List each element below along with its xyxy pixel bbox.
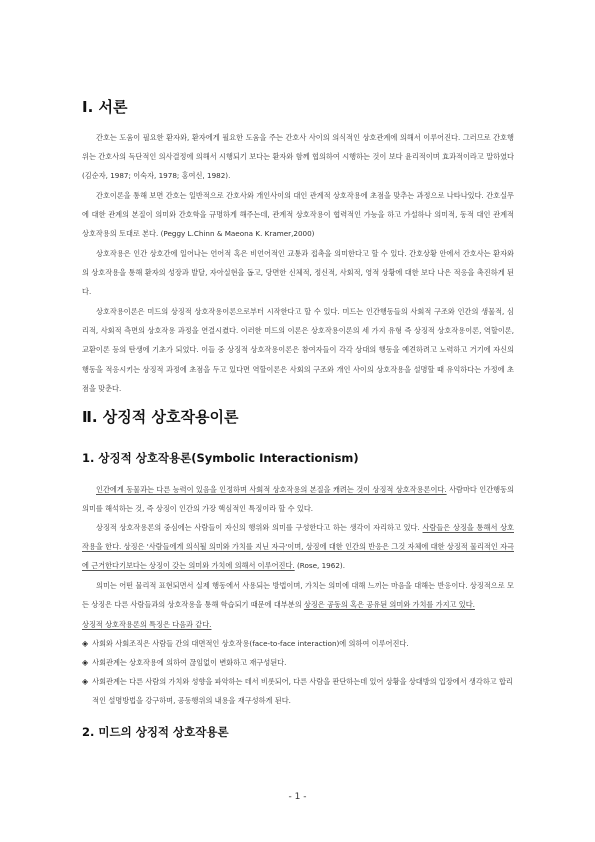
- paragraph-2-text: 간호이론을 통해 보면 간호는 일반적으로 간호사와 개인사이의 대인 관계적 상호작용에 초점을 맞추는 과정으로 나타나있다. 간호실무에 대한 관계의 본질이 의미와 간호학을 규명하게 해주는데, 관계적 상호작용이 협력적인 가능을 하고 가설하나 의미적, 동적 대인 관계적 상호작용의 토대로 본다.: [82, 191, 514, 239]
- bullet-item-3: [82, 672, 514, 710]
- bullet-item-1: [82, 634, 514, 653]
- diamond-bullet-icon: ◈: [82, 658, 89, 667]
- bullet-text-3: 사회관계는 다른 사람의 가치와 성향을 파악하는 데서 비롯되어, 다른 사람을 판단하는데 있어 상황을 상대방의 입장에서 생각하고 합리적인 설명방법을 강구하며, 공동행위의 내용을 재구성하게 된다.: [92, 677, 513, 706]
- paragraph-2: [82, 186, 514, 244]
- paragraph-2-citation: (Peggy L.Chinn & Maeona K. Kramer,2000): [160, 229, 315, 239]
- paragraph-6-lead: 상징적 상호작용론의 중심에는 사람들이 자신의 행위와 의미를 구성한다고 하는 생각이 자리하고 있다.: [96, 523, 423, 532]
- paragraph-5-underlined: 인간에게 동물과는 다른 능력이 있음을 인정하며 사회적 상호작용의 본질을 캐려는 것이 상징적 상호작용론이다.: [96, 485, 447, 494]
- subsection-title-1: 1. 상징적 상호작용론(Symbolic Interactionism): [82, 451, 359, 465]
- paragraph-4: 상호작용이론은 미드의 상징적 상호작용이론으로부터 시작한다고 할 수 있다. 미드는 인간행동들의 사회적 구조와 인간의 생물적, 심리적, 사회적 측면의 상호작용 과정을 연결시켰다. 이러한 미드의 이론은 상호작용이론의 세 가지 유형 즉 상징적 상호작용이론, 역할이론, 교환이론 등의 탄생에 기초가 되었다. 이들 중 상징적 상호작용이론은 참여자들이 각각 상대의 행동을 예견하려고 노력하고 거기에 자신의 행동을 적응시키는 상징적 과정에 초점을 두고 있다면 역할이론은 사회의 구조와 개인 사이의 상호작용을 설명할 때 유익하다는 가정에 초점을 맞춘다.: [82, 307, 514, 393]
- bullet-text-1: 사회와 사회조직은 사람들 간의 대면적인 상호작용(face-to-face interaction)에 의하여 이루어진다.: [92, 639, 409, 648]
- section-title-introduction: Ⅰ. 서론: [82, 98, 128, 116]
- paragraph-6-citation: (Rose, 1962).: [294, 561, 345, 571]
- diamond-bullet-icon: ◈: [82, 677, 89, 686]
- page-number: - 1 -: [288, 792, 307, 802]
- paragraph-5: [82, 480, 514, 518]
- paragraph-8: 상징적 상호작용론의 특징은 다음과 같다.: [82, 620, 212, 629]
- bullet-text-2: 사회관계는 상호작용에 의하여 끊임없이 변화하고 재구성된다.: [92, 658, 287, 667]
- paragraph-1: 간호는 도움이 필요한 환자와, 환자에게 필요한 도움을 주는 간호사 사이의 의식적인 상호관계에 의해서 이루어진다. 그러므로 간호행위는 간호사의 독단적인 의사결정에 의해서 시행되기 보다는 환자와 함께 협의하여 시행하는 것이 보다 윤리적이며 효과적이라고 말하였다 (김순자, 1987; 이숙자, 1978; 홍여신, 1982).: [82, 133, 514, 181]
- paragraph-3: 상호작용은 인간 상호간에 일어나는 언어적 혹은 비언어적인 교통과 접촉을 의미한다고 할 수 있다. 간호상황 안에서 간호사는 환자와의 상호작용을 통해 환자의 성장과 발달, 자아실현을 돕고, 당면한 신체적, 정신적, 사회적, 영적 상황에 대한 보다 나은 적응을 촉진하게 된다.: [82, 249, 514, 297]
- paragraph-7-lead: 의미는 어떤 물리적 표현되면서 실제 행동에서 사용되는 방법이며, 가치는 의미에 대해 느끼는 마음을 대해는 반응이다. 상징적으로 모든 상징은 다른 사람들과의 상호작용을 통해 학습되기 때문에 대부분의: [82, 581, 514, 610]
- paragraph-7: [82, 576, 514, 614]
- subsection-title-2: 2. 미드의 상징적 상호작용론: [82, 725, 229, 739]
- paragraph-5-rest: 사람마다 인간행동의 의미를 해석하는 것, 즉 상징이 인간의 가장 핵심적인 특징이라 할 수 있다.: [82, 485, 514, 514]
- bullet-item-2: [82, 653, 514, 672]
- paragraph-6-underlined: 사람들은 상징을 통해서 상호작용을 한다. 상징은 '사람들에게 의식될 의미와 가치를 지닌 자극'이며, 상징에 대한 인간의 반응은 그것 자체에 대한 상징적 물리적인 자극에 근거한다기보다는 상징이 갖는 의미와 가치에 의해서 이루어진다.: [82, 523, 514, 571]
- section-title-symbolic-interaction: Ⅱ. 상징적 상호작용이론: [82, 408, 239, 426]
- diamond-bullet-icon: ◈: [82, 639, 89, 648]
- paragraph-6: [82, 518, 514, 576]
- paragraph-7-underlined: 상징은 공동의 혹은 공유된 의미와 가치를 가지고 있다.: [303, 600, 475, 610]
